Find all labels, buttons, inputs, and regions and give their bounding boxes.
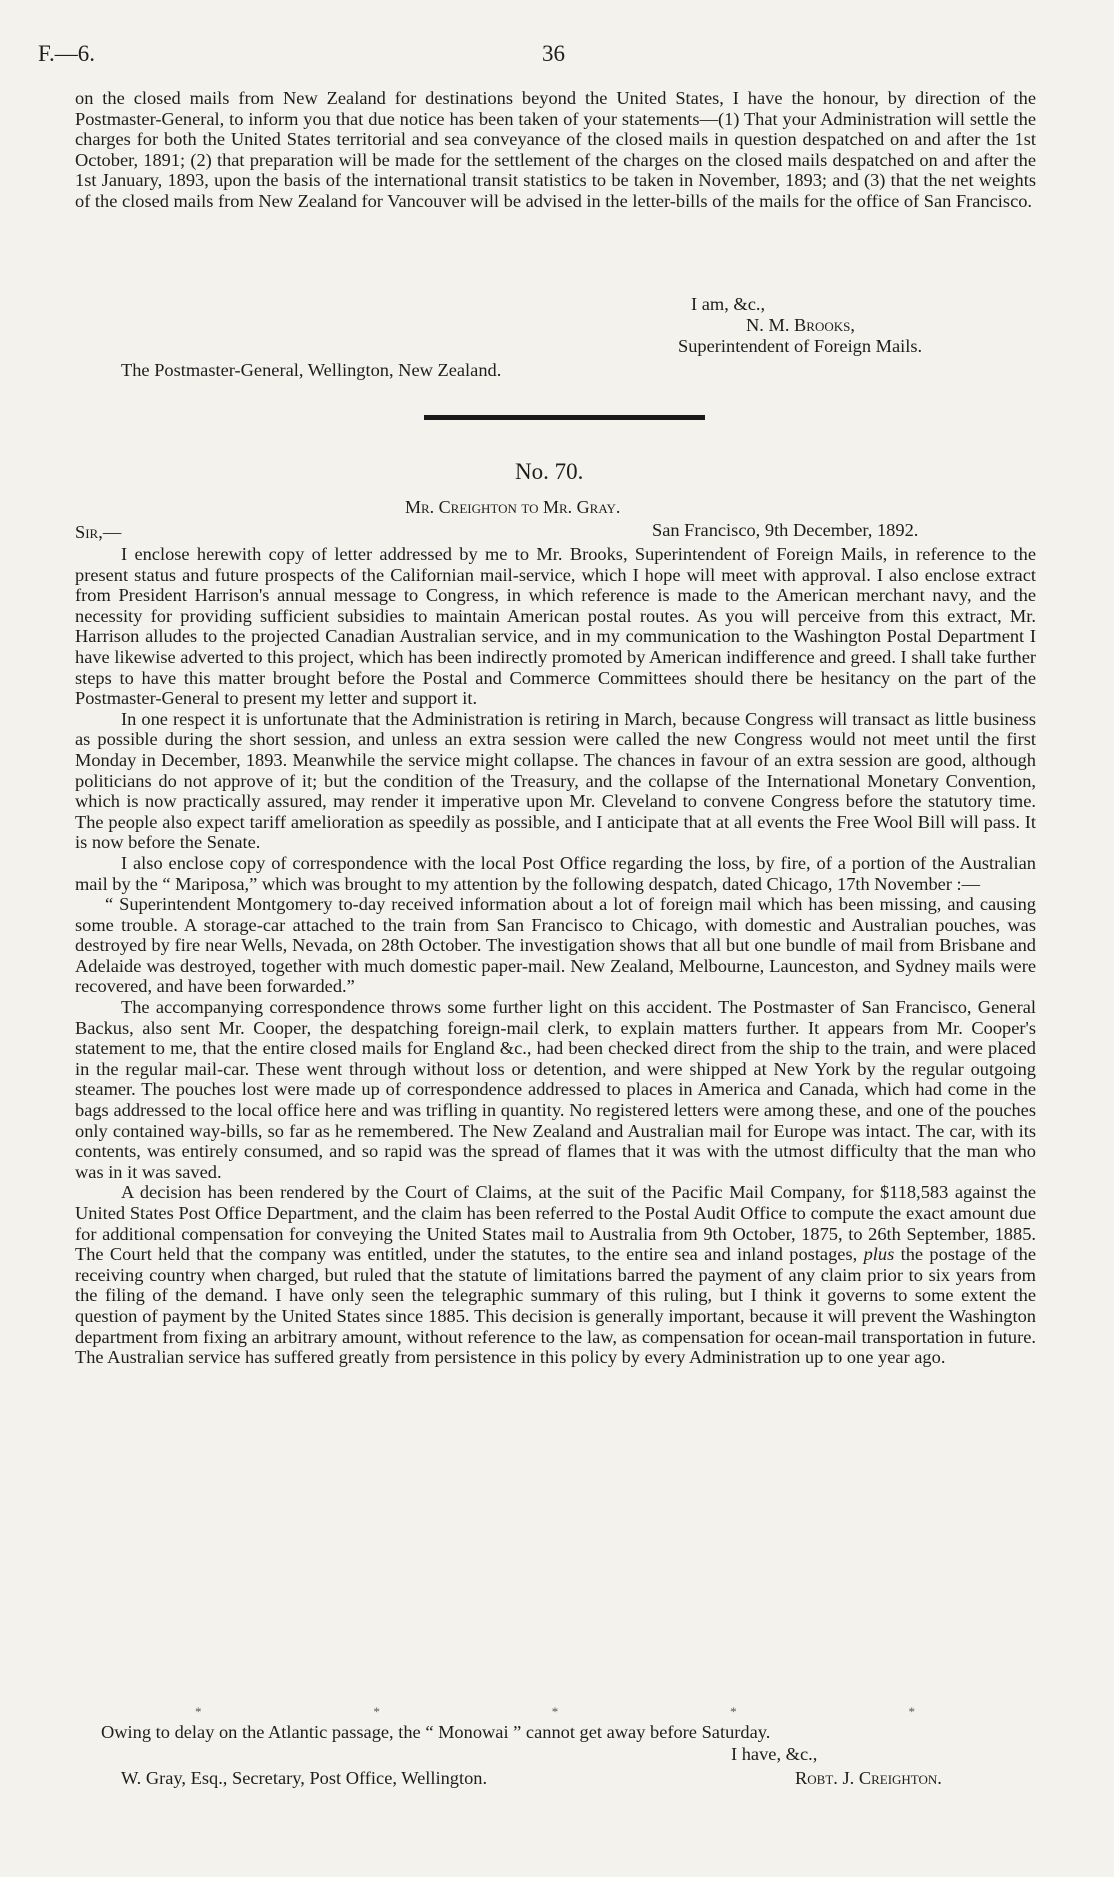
place-and-date: San Francisco, 9th December, 1892. [652,520,919,540]
letter-closing: I have, &c., [731,1744,818,1764]
star: * [730,1704,737,1719]
paragraph-correspondence: I also enclose copy of correspondence with the local Post Office regarding the loss, by fire, of a portion of the Australian mail by the “ Mariposa,” which was brought to my attention by the following despatch, dated Chicago, 17th November :— [75,852,1036,894]
star: * [195,1704,202,1719]
quoted-despatch: “ Superintendent Montgomery to-day received information about a lot of foreign mail which has been missing, and causing some trouble. A storage-car attached to the train from San Francisco to Chicago, with domestic and Australian pouches, was destroyed by fire near Wells, Nevada, on 28th October. The investigation shows that all but one bundle of mail from Brisbane and Adelaide was destroyed, together with much domestic paper-mail. New Zealand, Melbourne, Launceston, and Sydney mails were recovered, and have been forwarded.” [75,894,1036,997]
court-text-part-2: the postage of the receiving country when charged, but ruled that the statute of limitations barred the payment of any claim prior to six years from the filing of the demand. I have only seen the telegraphic summary of this ruling, but I think it governs to some extent the question of payment by the United States since 1885. This decision is generally important, because it will prevent the Washington department from fixing an arbitrary amount, without reference to the law, as compensation for ocean-mail transportation in future. The Australian service has suffered greatly from persistence in this policy by every Administration up to one year ago. [75,1244,1036,1368]
letter-from-to: Mr. Creighton to Mr. Gray. [405,497,621,517]
salutation: Sir,— [75,522,122,542]
omission-stars [195,1702,915,1723]
section-divider [424,415,705,420]
document-reference: F.—6. [38,41,95,66]
paragraph-congress: In one respect it is unfortunate that the Administration is retiring in March, because Congress will transact as little business as possible during the short session, and unless an extra session were called the new Congress would not meet until the first Monday in December, 1893. Meanwhile the service might collapse. The chances in favour of an extra session are good, although politicians do not approve of it; but the condition of the Treasury, and the collapse of the International Monetary Convention, which is now practically assured, may render it imperative upon Mr. Cleveland to convene Congress before the statutory time. The people also expect tariff amelioration as speedily as possible, and I anticipate that at all events the Free Wool Bill will pass. It is now before the Senate. [75,708,1036,853]
star: * [373,1704,380,1719]
paragraph-court-of-claims [75,1182,1036,1367]
letter-number: No. 70. [515,459,584,484]
previous-letter-closing: I am, &c., [691,294,766,314]
previous-letter-signature: N. M. Brooks, [746,315,855,335]
postscript: Owing to delay on the Atlantic passage, the “ Monowai ” cannot get away before Saturday. [101,1722,771,1742]
previous-letter-addressee: The Postmaster-General, Wellington, New Zealand. [121,360,502,380]
paragraph-enclosure: I enclose herewith copy of letter addressed by me to Mr. Brooks, Superintendent of Foreign Mails, in reference to the present status and future prospects of the Californian mail-service, which I hope will meet with approval. I also enclose extract from President Harrison's annual message to Congress, in which reference is made to the American merchant navy, and the necessity for providing sufficient subsidies to maintain American postal routes. As you will perceive from this extract, Mr. Harrison alludes to the projected Canadian Australian service, and in my communication to the Washington Postal Department I have likewise adverted to this project, which has been indirectly promoted by American indifference and greed. I shall take further steps to have this matter brought before the Postal and Commerce Committees should there be hesitancy on the part of the Postmaster-General to present my letter and support it. [75,544,1036,709]
page-number: 36 [542,41,565,66]
letter-addressee: W. Gray, Esq., Secretary, Post Office, Wellington. [121,1768,488,1788]
previous-letter-signer-title: Superintendent of Foreign Mails. [678,336,923,356]
star: * [551,1704,559,1719]
paragraph-accident: The accompanying correspondence throws some further light on this accident. The Postmaster of San Francisco, General Backus, also sent Mr. Cooper, the despatching foreign-mail clerk, to explain matters further. It appears from Mr. Cooper's statement to me, that the entire closed mails for England &c., had been checked direct from the ship to the train, and were placed in the regular mail-car. These went through without loss or detention, and were shipped at New York by the regular outgoing steamer. The pouches lost were made up of correspondence addressed to places in America and Canada, which had come in the bags addressed to the local office here and was trifling in quantity. No registered letters were among these, and one of the pouches only contained way-bills, so far as he remembered. The New Zealand and Australian mail for Europe was intact. The car, with its contents, was entirely consumed, and so rapid was the spread of flames that it was with the utmost difficulty that the man who was in it was saved. [75,997,1036,1182]
letter-signature: Robt. J. Creighton. [795,1768,942,1788]
previous-letter-paragraph: on the closed mails from New Zealand for destinations beyond the United States, I have the honour, by direction of the Postmaster-General, to inform you that due notice has been taken of your statements—(1) That your Administration will settle the charges for both the United States territorial and sea conveyance of the closed mails in question despatched on and after the 1st October, 1891; (2) that preparation will be made for the settlement of the charges on the closed mails despatched on and after the 1st January, 1893, upon the basis of the international transit statistics to be taken in November, 1893; and (3) that the net weights of the closed mails from New Zealand for Vancouver will be advised in the letter-bills of the mails for the office of San Francisco. [75,88,1036,211]
court-italic-plus: plus [863,1244,895,1265]
star: * [908,1704,915,1719]
previous-letter-body [75,88,1036,212]
court-text-part-1: A decision has been rendered by the Court of Claims, at the suit of the Pacific Mail Company, for $118,583 against the United States Post Office Department, and the claim has been referred to the Postal Audit Office to compute the exact amount due for additional compensation for conveying the United States mail to Australia from 9th October, 1875, to 26th September, 1885. The Court held that the company was entitled, under the statutes, to the entire sea and inland postages, [75,1182,1036,1265]
letter-body [75,544,1036,1368]
